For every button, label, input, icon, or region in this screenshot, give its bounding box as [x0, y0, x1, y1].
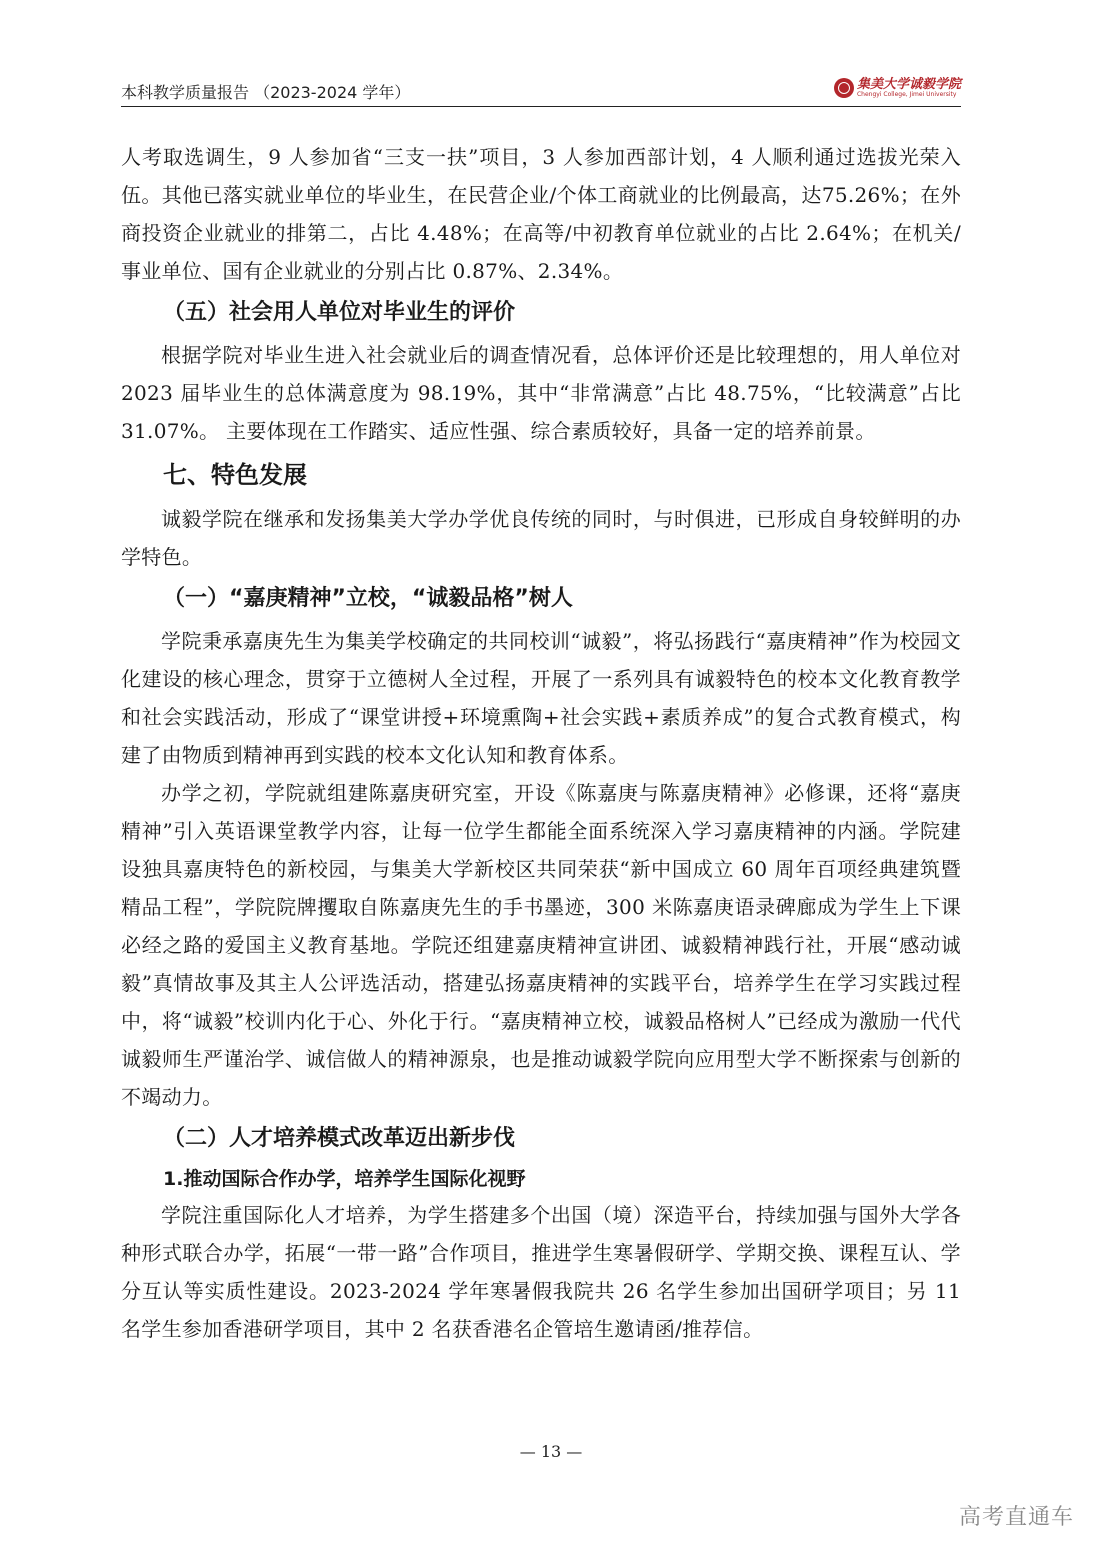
report-body [121, 138, 961, 1348]
paragraph-characteristics-intro: 诚毅学院在继承和发扬集美大学办学优良传统的同时，与时俱进，已形成自身较鲜明的办学特色。 [121, 507, 961, 569]
subsection-heading-international: 1.推动国际合作办学，培养学生国际化视野 [163, 1168, 526, 1190]
page-number: — 13 — [519, 1442, 583, 1461]
logo-name: 集美大学诚毅学院 [856, 77, 961, 92]
chapter-heading-characteristics: 七、特色发展 [163, 461, 307, 489]
paragraph-jiageng-spirit: 学院秉承嘉庚先生为集美学校确定的共同校训“诚毅”，将弘扬践行“嘉庚精神”作为校园文化建设的核心理念，贯穿于立德树人全过程，开展了一系列具有诚毅特色的校本文化教育教学和社会实践活动，形成了“课堂讲授+环境熏陶+社会实践+素质养成”的复合式教育模式，构建了由物质到精神再到实践的校本文化认知和教育体系。 [121, 629, 961, 767]
paragraph-employment: 人考取选调生，9 人参加省“三支一扶”项目，3 人参加西部计划，4 人顺利通过选拔光荣入伍。其他已落实就业单位的毕业生，在民营企业/个体工商就业的比例最高，达75.26%；在外商投资企业就业的排第二，占比 4.48%；在高等/中初教育单位就业的占比 2.64%；在机关/事业单位、国有企业就业的分别占比 0.87%、2.34%。 [121, 145, 961, 283]
header-title: 本科教学质量报告 （2023-2024 学年） [121, 83, 411, 102]
paragraph-international: 学院注重国际化人才培养，为学生搭建多个出国（境）深造平台，持续加强与国外大学各种形式联合办学，拓展“一带一路”合作项目，推进学生寒暑假研学、学期交换、课程互认、学分互认等实质性建设。2023-2024 学年寒暑假我院共 26 名学生参加出国研学项目；另 11 名学生参加香港研学项目，其中 2 名获香港名企管培生邀请函/推荐信。 [121, 1203, 961, 1341]
page-header [121, 72, 961, 107]
section-heading-employer-evaluation: （五）社会用人单位对毕业生的评价 [163, 300, 516, 325]
paragraph-employer-evaluation: 根据学院对毕业生进入社会就业后的调查情况看，总体评价还是比较理想的，用人单位对 2023 届毕业生的总体满意度为 98.19%，其中“非常满意”占比 48.75%，“比较满意”占比 31.07%。 主要体现在工作踏实、适应性强、综合素质较好，具备一定的培养前景。 [121, 343, 961, 443]
section-heading-jiageng-spirit: （一）“嘉庚精神”立校，“诚毅品格”树人 [163, 586, 573, 611]
logo-subtext: Chengyi College, Jimei University [856, 91, 957, 98]
watermark: 高考直通车 [958, 1505, 1074, 1530]
section-heading-talent-reform: （二）人才培养模式改革迈出新步伐 [163, 1126, 516, 1151]
paragraph-founding: 办学之初，学院就组建陈嘉庚研究室，开设《陈嘉庚与陈嘉庚精神》必修课，还将“嘉庚精神”引入英语课堂教学内容，让每一位学生都能全面系统深入学习嘉庚精神的内涵。学院建设独具嘉庚特色的新校园，与集美大学新校区共同荣获“新中国成立 60 周年百项经典建筑暨精品工程”，学院院牌攫取自陈嘉庚先生的手书墨迹，300 米陈嘉庚语录碑廊成为学生上下课必经之路的爱国主义教育基地。学院还组建嘉庚精神宣讲团、诚毅精神践行社，开展“感动诚毅”真情故事及其主人公评选活动，搭建弘扬嘉庚精神的实践平台，培养学生在学习实践过程中，将“诚毅”校训内化于心、外化于行。“嘉庚精神立校，诚毅品格树人”已经成为激励一代代诚毅师生严谨治学、诚信做人的精神源泉，也是推动诚毅学院向应用型大学不断探索与创新的不竭动力。 [121, 781, 961, 1109]
college-logo [834, 76, 961, 100]
college-seal-icon [834, 78, 854, 98]
